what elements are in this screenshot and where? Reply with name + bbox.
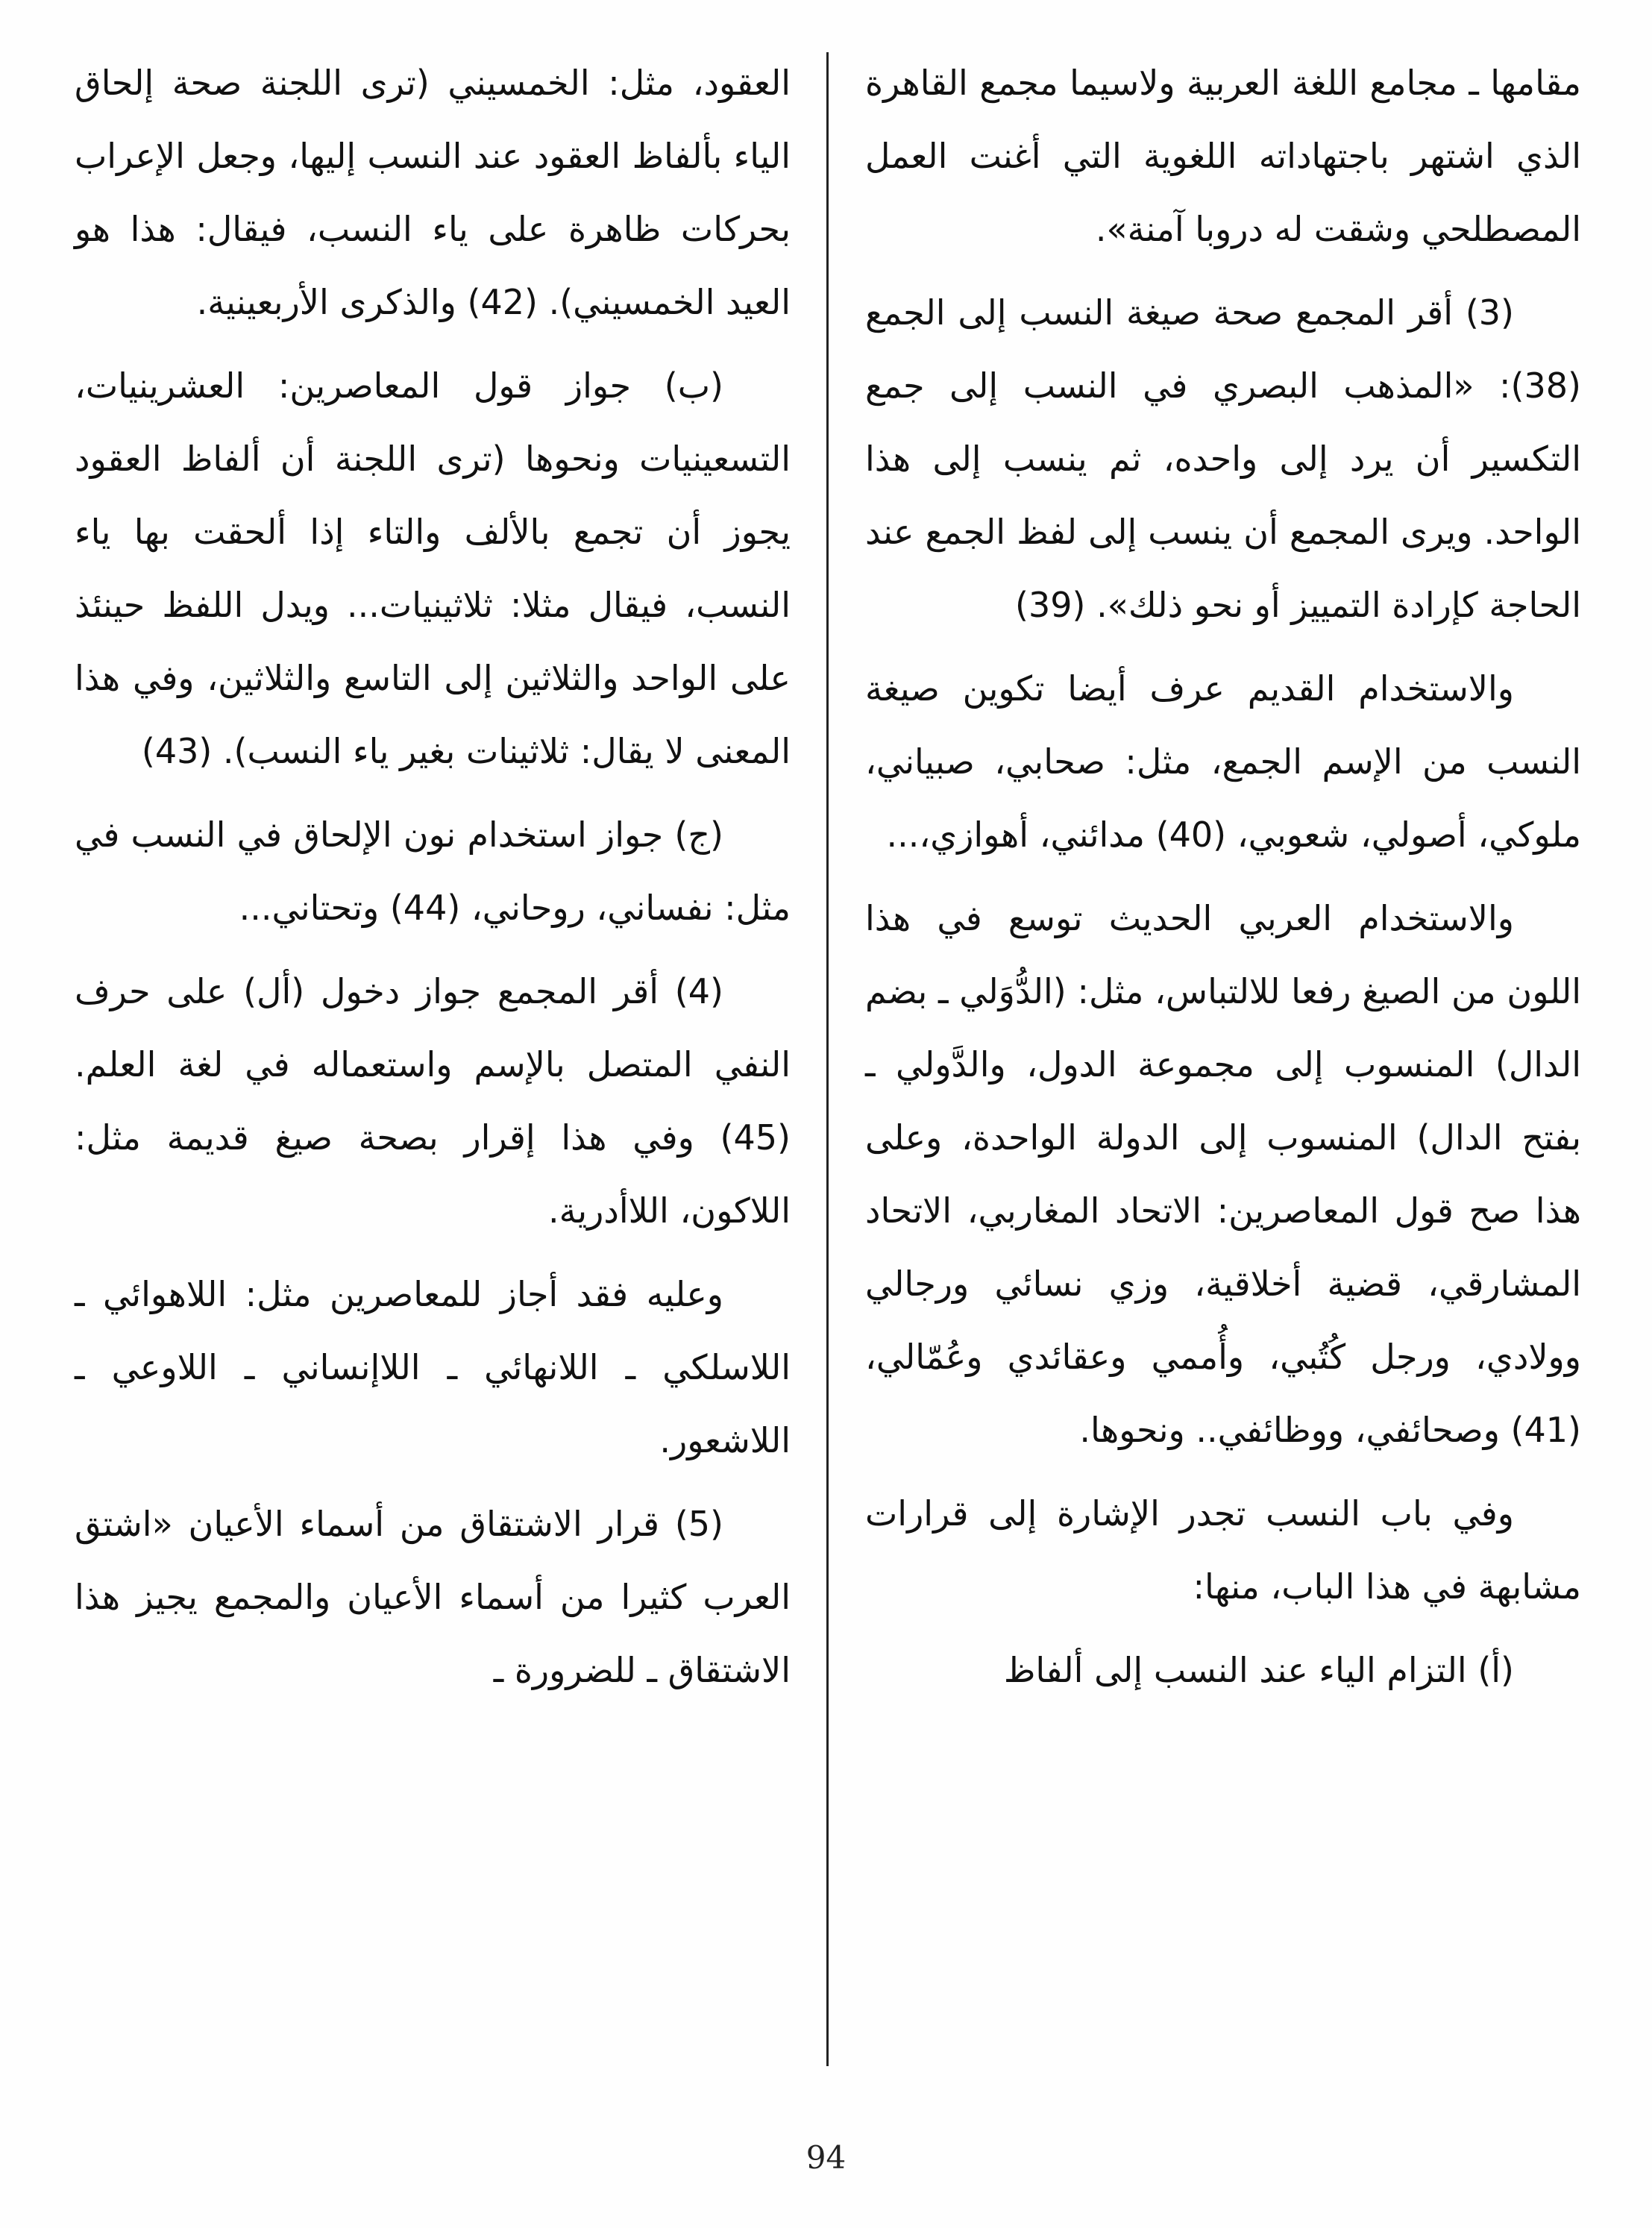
paragraph: العقود، مثل: الخمسيني (ترى اللجنة صحة إلحاق الياء بألفاظ العقود عند النسب إليها، وجعل الإعراب بحركات ظاهرة على ياء النسب، فيقال: هذا هو العيد الخمسيني). (42) والذكرى الأربعينية. xyxy=(75,63,791,322)
page-number: 94 xyxy=(805,2139,847,2176)
paragraph: وفي باب النسب تجدر الإشارة إلى قرارات مشابهة في هذا الباب، منها: xyxy=(865,1493,1581,1607)
paragraph: مقامها ـ مجامع اللغة العربية ولاسيما مجمع القاهرة الذي اشتهر باجتهاداته اللغوية التي أغنت العمل المصطلحي وشقت له دروبا آمنة». xyxy=(865,63,1581,249)
left-text-column xyxy=(75,46,791,1707)
paragraph: والاستخدام القديم عرف أيضا تكوين صيغة النسب من الإسم الجمع، مثل: صحابي، صبياني، ملوكي، أصولي، شعوبي، (40) مدائني، أهوازي،... xyxy=(865,668,1581,855)
paragraph: وعليه فقد أجاز للمعاصرين مثل: اللاهوائي ـ اللاسلكي ـ اللانهائي ـ اللاإنساني ـ اللاوعي ـ اللاشعور. xyxy=(75,1274,791,1460)
paragraph: (ج) جواز استخدام نون الإلحاق في النسب في مثل: نفساني، روحاني، (44) وتحتاني... xyxy=(75,815,791,928)
paragraph: (4) أقر المجمع جواز دخول (أل) على حرف النفي المتصل بالإسم واستعماله في لغة العلم. (45) وفي هذا إقرار بصحة صيغ قديمة مثل: اللاكون، اللاأدرية. xyxy=(75,971,791,1231)
paragraph: (5) قرار الاشتقاق من أسماء الأعيان «اشتق العرب كثيرا من أسماء الأعيان والمجمع يجيز هذا الاشتقاق ـ للضرورة ـ xyxy=(75,1504,791,1690)
column-divider xyxy=(826,52,829,2066)
right-text-column xyxy=(865,46,1581,1707)
paragraph: (3) أقر المجمع صحة صيغة النسب إلى الجمع (38): «المذهب البصري في النسب إلى جمع التكسير أن يرد إلى واحده، ثم ينسب إلى هذا الواحد. ويرى المجمع أن ينسب إلى لفظ الجمع عند الحاجة كإرادة التمييز أو نحو ذلك». (39) xyxy=(865,292,1581,625)
paragraph: (ب) جواز قول المعاصرين: العشرينيات، التسعينيات ونحوها (ترى اللجنة أن ألفاظ العقود يجوز أن تجمع بالألف والتاء إذا ألحقت بها ياء النسب، فيقال مثلا: ثلاثينيات... ويدل اللفظ حينئذ على الواحد والثلاثين إلى التاسع والثلاثين، وفي هذا المعنى لا يقال: ثلاثينات بغير ياء النسب). (43) xyxy=(75,365,791,771)
paragraph: (أ) التزام الياء عند النسب إلى ألفاظ xyxy=(1003,1650,1514,1690)
paragraph: والاستخدام العربي الحديث توسع في هذا اللون من الصيغ رفعا للالتباس، مثل: (الدُّوَلي ـ بضم الدال) المنسوب إلى مجموعة الدول، والدَّولي ـ بفتح الدال) المنسوب إلى الدولة الواحدة، وعلى هذا صح قول المعاصرين: الاتحاد المغاربي، الاتحاد المشارقي، قضية أخلاقية، وزي نسائي ورجالي وولادي، ورجل كُتُبي، وأُممي وعقائدي وعُمّالي، (41) وصحائفي، ووظائفي.. ونحوها. xyxy=(865,898,1581,1450)
